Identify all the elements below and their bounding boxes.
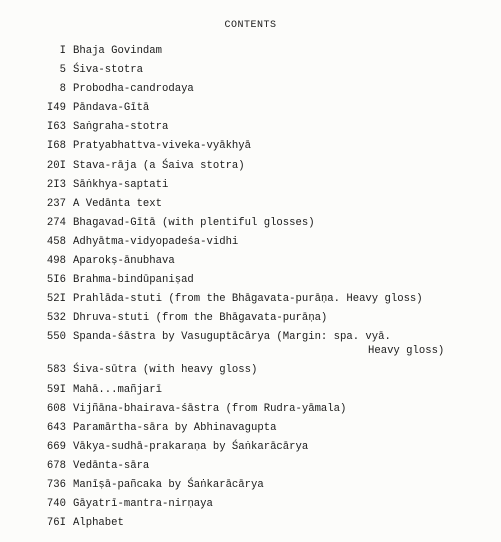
page-title: CONTENTS xyxy=(224,20,277,31)
toc-entry xyxy=(0,363,501,382)
page-number: 736 xyxy=(46,478,66,491)
entry-title: Paramārtha-sāra by Abhinavagupta xyxy=(73,421,277,434)
toc-entry xyxy=(0,383,501,402)
entry-title: Pāndava-Gītā xyxy=(73,102,150,115)
toc-entry xyxy=(0,254,501,273)
page-number: 237 xyxy=(46,197,66,210)
toc-entry xyxy=(0,311,501,330)
entry-title: Pratyabhattva-viveka-vyākhyā xyxy=(73,140,252,153)
entry-title: Alphabet xyxy=(73,517,124,530)
page-number: 678 xyxy=(46,459,66,472)
toc-entry xyxy=(0,421,501,440)
toc-entry xyxy=(0,273,501,292)
entry-title: Spanda-śāstra by Vasuguptācārya (Margin: spa. vyā. xyxy=(73,331,391,344)
toc-entry xyxy=(0,440,501,459)
toc-entry xyxy=(0,478,501,497)
toc-entry xyxy=(0,402,501,421)
toc-entry xyxy=(0,235,501,254)
toc-entry xyxy=(0,44,501,63)
entry-title: A Vedānta text xyxy=(73,197,163,210)
entry-title-continuation: Heavy gloss) xyxy=(368,345,445,358)
page-number: 5 xyxy=(59,64,66,77)
page-number: 498 xyxy=(46,255,66,268)
toc-entry xyxy=(0,216,501,235)
toc-entry xyxy=(0,82,501,101)
entry-title: Vākya-sudhā-prakaraṇa by Śaṅkarācārya xyxy=(73,440,309,453)
page-number: I63 xyxy=(46,121,66,134)
page-number: 2I3 xyxy=(46,178,66,191)
page-number: I68 xyxy=(46,140,66,153)
page-number: 20I xyxy=(46,159,66,172)
toc-entry xyxy=(0,178,501,197)
page-number: 52I xyxy=(46,293,66,306)
entry-title: Stava-rāja (a Śaiva stotra) xyxy=(73,159,245,172)
entry-title: Dhruva-stuti (from the Bhāgavata-purāṇa) xyxy=(73,312,328,325)
toc-entry xyxy=(0,497,501,516)
entry-title: Vijñāna-bhairava-śāstra (from Rudra-yāmala) xyxy=(73,402,347,415)
page-number: I xyxy=(59,45,66,57)
toc-entry xyxy=(0,101,501,120)
toc-entry xyxy=(0,120,501,139)
entry-title: Bhaja Govindam xyxy=(73,45,163,57)
entry-title: Prahlāda-stuti (from the Bhāgavata-purāṇa. Heavy gloss) xyxy=(73,293,423,306)
page-number: 643 xyxy=(46,421,66,434)
page-number: 740 xyxy=(46,498,66,511)
toc-entry xyxy=(0,330,501,363)
entry-title: Bhagavad-Gītā (with plentiful glosses) xyxy=(73,216,315,229)
page-number: 8 xyxy=(59,83,66,96)
contents-list xyxy=(0,44,501,535)
entry-title: Aparokṣ-ānubhava xyxy=(73,255,175,268)
toc-entry xyxy=(0,292,501,311)
toc-entry xyxy=(0,63,501,82)
entry-title: Saṅgraha-stotra xyxy=(73,121,169,134)
entry-title: Probodha-candrodaya xyxy=(73,83,194,96)
page-number: I49 xyxy=(46,102,66,115)
page-number: 583 xyxy=(46,364,66,377)
page-number: 669 xyxy=(46,440,66,453)
toc-entry xyxy=(0,459,501,478)
page-number: 458 xyxy=(46,235,66,248)
entry-title: Śiva-sūtra (with heavy gloss) xyxy=(73,364,258,377)
entry-title: Sāṅkhya-saptati xyxy=(73,178,169,191)
toc-entry xyxy=(0,516,501,535)
entry-title: Śiva-stotra xyxy=(73,64,143,77)
page-number: 59I xyxy=(46,383,66,396)
page-number: 532 xyxy=(46,312,66,325)
toc-entry xyxy=(0,197,501,216)
toc-entry xyxy=(0,139,501,158)
toc-entry xyxy=(0,159,501,178)
page-number: 76I xyxy=(46,517,66,530)
entry-title: Adhyātma-vidyopadeśa-vidhi xyxy=(73,235,239,248)
entry-title: Brahma-bindūpaniṣad xyxy=(73,274,194,287)
entry-title: Mahā...mañjarī xyxy=(73,383,163,396)
page-number: 550 xyxy=(46,331,66,344)
entry-title: Vedānta-sāra xyxy=(73,459,150,472)
page-number: 5I6 xyxy=(46,274,66,287)
entry-title: Manīṣā-pañcaka by Śaṅkarācārya xyxy=(73,478,264,491)
entry-title: Gāyatrī-mantra-nirṇaya xyxy=(73,498,213,511)
page-number: 608 xyxy=(46,402,66,415)
page-number: 274 xyxy=(46,216,66,229)
